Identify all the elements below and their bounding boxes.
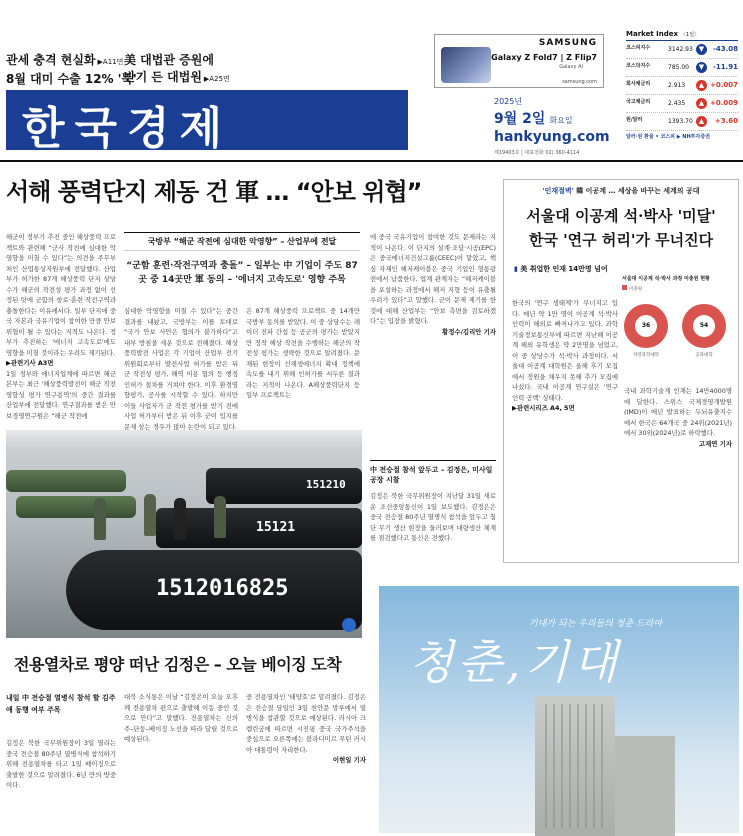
donut-value: 54	[693, 315, 715, 337]
masthead-logo[interactable]	[6, 90, 408, 154]
market-label: 코스닥지수	[626, 63, 651, 69]
missile-body	[6, 470, 126, 492]
second-byline: 이현일 기자	[332, 756, 366, 764]
date-block	[494, 96, 610, 156]
arrow-down-icon: ▼	[696, 44, 707, 55]
arrow-down-icon: ▼	[696, 62, 707, 73]
person	[94, 498, 106, 540]
market-value: 2.913	[668, 82, 686, 89]
teaser-right[interactable]	[124, 52, 230, 88]
series-byline: 고재연 기자	[698, 439, 732, 448]
drama-poster-ad[interactable]	[379, 586, 739, 833]
second-article-col2: 대북 소식통은 이날 “김정은이 오늘 오후께 전용열차 편으로 출발해 이동 중인 것으로 안다”고 말했다. 전용열차는 신의주–단둥–베이징 노선을 따라 달릴 것으로 예상된다.	[124, 693, 238, 743]
poster-title: 청춘,기대	[409, 635, 622, 689]
main-headline[interactable]: 서해 풍력단지 제동 건 軍 … “안보 위협”	[6, 178, 422, 206]
side-building	[615, 736, 675, 836]
teaser-right-page: ▶A25면	[203, 75, 230, 83]
teaser-left[interactable]	[6, 52, 137, 88]
market-row	[626, 95, 738, 113]
second-headline[interactable]: 전용열차로 평양 떠난 김정은 – 오늘 베이징 도착	[14, 655, 342, 674]
market-label: 코스피지수	[626, 45, 651, 51]
market-value: 3142.93	[668, 46, 693, 53]
issue-year: 2025년	[494, 97, 523, 106]
market-label: 국고채금리	[626, 99, 651, 105]
missile-body	[16, 496, 136, 518]
main-article-col4: 에 중국 국유기업이 참여한 것도 문제라는 지적이 나온다. 이 단지의 설계·조달·시공(EPC)은 중국에너지건설그룹(CEEC)이 맡았고, 핵심 자재인 해저케이블은 중국 기업인 형통광전에서 납품한다. 업계 관계자는 “해저케이블을 포설하는 과정에서 해저 지형 등이 유출될 우려가 있다”고 말했다. 군이 문제 제기를 한 것에 대해 산업부는 “안보 측면을 검토하겠다”는 입장을 밝혔다. 황정수/김리안 기자	[370, 233, 496, 336]
site-url[interactable]: hankyung.com	[494, 129, 610, 145]
missile-number: 151210	[306, 478, 346, 491]
arrow-up-icon: ▲	[696, 80, 707, 91]
kim-headline[interactable]: 中 전승절 참석 앞두고 – 김정은, 미사일 공장 시찰	[370, 460, 496, 485]
series-related-link[interactable]: ▶관련시리즈 A4, 5면	[512, 404, 575, 412]
series-headline[interactable]: 서울대 이공계 석·박사 '미달' 한국 '연구 허리'가 무너진다	[526, 207, 716, 249]
donut-label: 자연과학대학	[632, 353, 660, 358]
poster-tagline: 기대가 되는 우리들의 청춘 드라마	[529, 619, 663, 629]
teaser-left-line1: 관세 충격 현실화	[6, 53, 96, 67]
samsung-ad[interactable]	[434, 34, 604, 88]
person	[214, 496, 226, 538]
teaser-right-line2: 반기 든 대법원	[124, 70, 202, 84]
teaser-left-line2: 8월 대미 수출 12% '뚝'	[6, 72, 137, 86]
graphic-legend: 미충원	[622, 285, 734, 292]
teaser-right-line1: 美 대법관 증원에	[124, 53, 214, 67]
market-row	[626, 77, 738, 95]
graphic-title: 서울대 이공계 석·박사 과정 미충원 현황	[622, 276, 710, 282]
tower-building	[535, 696, 615, 836]
ad-model: Galaxy Z Fold7 | Z Flip7	[491, 53, 597, 62]
main-byline: 황정수/김리안 기자	[442, 327, 496, 336]
series-subheadline: ▮ 美 취업한 인재 14만명 넘어	[514, 264, 738, 274]
ad-url: samsung.com	[562, 79, 597, 85]
arrow-up-icon: ▲	[696, 116, 707, 127]
main-subhead-box	[124, 232, 360, 287]
series-kicker: '인재절벽' 韓 이공계 … 세상을 바꾸는 세계의 공대	[542, 187, 700, 195]
market-footer: 달러·원 환율 • 코스피 ▶ NH투자증권	[626, 134, 710, 140]
market-value: 1393.70	[668, 118, 693, 125]
factory-roof	[6, 430, 362, 452]
series-article	[503, 179, 739, 563]
donut-value: 36	[635, 315, 657, 337]
second-article-col3: 중 전용열차인 '태양호'로 알려졌다. 김정은은 전승절 당일인 3일 천안문 망루에서 열병식을 참관할 것으로 예상된다. 러시아 크렘린궁에 따르면 시진핑 중국 국가주석을 중심으로 오른쪽에는 블라디미르 푸틴 러시아 대통령이 자리한다. 이현일 기자	[246, 693, 366, 764]
second-subheadline: 내일 中 전승절 열병식 참석 할 김주애 동행 여부 주목	[6, 694, 116, 714]
missile-number: 15121	[256, 520, 296, 535]
market-change: +3.60	[714, 117, 738, 125]
main-article-col2: 심대한 악영향을 미칠 수 있다”는 중간 결과를 내놨고, 국방부는 이를 토대로 “국가 안보 사안은 협의가 불가하다”고 내부 방침을 세운 것으로 전해졌다. 해상풍력발전 사업은 각 기업이 산업부 전기위원회로부터 발전사업 허가를 받은 뒤 군 작전성 평가, 해역 이용 협의 등 행정 인허가 절차를 거쳐야 한다. 이후 환경영향평가, 공사를 시작할 수 있다. 하지만 이들 사업자가 군 작전 평가를 받기 전에 사업 허가부터 받은 뒤 이후 군이 입지를 문제 삼는 경우가 많아 논란이 되고 있다.	[124, 307, 238, 431]
ad-sub: Galaxy AI	[559, 64, 583, 70]
donut-label: 공과대학	[695, 353, 713, 358]
kim-body: 김정은 북한 국무위원장이 지난달 31일 새로운 조선중앙통신이 1일 보도했다. 김정은은 중국 전승절 80주년 열병식 참석을 앞두고 첨단 무기 생산 현장을 둘러보며 대량생산 체계를 점검했다고 통신은 전했다.	[370, 492, 496, 542]
market-change: +0.009	[709, 99, 738, 107]
masthead-divider	[0, 160, 743, 162]
market-row	[626, 59, 738, 77]
market-label: 원/달러	[626, 117, 643, 123]
market-change: +0.007	[709, 81, 738, 89]
unfilled-graphic	[622, 276, 734, 380]
market-value: 785.00	[668, 64, 689, 71]
market-index-title: Market Index 〈1일〉	[626, 30, 738, 41]
donut-natural-science	[624, 304, 668, 348]
market-row	[626, 41, 738, 59]
market-label: 회사채금리	[626, 81, 651, 87]
teaser-left-page: ▶A11면	[97, 58, 124, 66]
person	[144, 494, 156, 536]
phone-image	[441, 47, 491, 83]
issue-date: 9월 2일 화요일	[494, 111, 573, 127]
issue-misc: 제19403호 | 대표전화 02) 360-4114	[494, 150, 580, 156]
series-col1: 한국의 '연구 생태계'가 무너지고 있다. 매년 약 1만 명이 이공계 석·박사 인력이 해외로 빠져나가고 있다. 과학기술정보통신부에 따르면 지난해 이공계 해외 유학생은 약 2만명을 넘었고, 이 중 상당수가 석·박사 과정이다. 서울대 이공계 대학원은 올해 후기 모집에서 정원을 채우지 못해 추가 모집에 나섰다. 국내 이공계 연구실은 '연구 인력 공백' 상태다. ▶관련시리즈 A4, 5면	[512, 299, 618, 412]
newspaper-title: 한국경제	[22, 103, 233, 154]
person	[174, 498, 186, 540]
main-article-col3: 은 87개 해상풍력 프로젝트 중 14개만 국방부 동의를 받았다. 이 중 상당수는 레이더 전파 간섭 등 공군의 평가는 받았지만 정작 해상 작전을 수행하는 해군의 작전성 평가는 생략한 것으로 알려졌다. 문제된 현장이 신재생에너지 확대 정책에 속도를 내기 위해 인허가를 서두른 결과라는 지적이 나온다. A해상풍력단지 등 일부 프로젝트는	[246, 307, 360, 399]
ad-maker: SAMSUNG	[538, 38, 597, 48]
series-col2: 국내 과학기술계 인재는 14만4000명에 달한다. 스위스 국제경영개발원(IMD)이 매년 발표하는 두뇌유출지수에서 한국은 64개국 중 24위(2021년)에서 30위(2024년)로 하락했다. 고재연 기자	[624, 387, 732, 448]
donut-engineering	[682, 304, 726, 348]
main-tag: 국방부 “해군 작전에 심대한 악영향” – 산업부에 전달	[124, 232, 360, 251]
missile-factory-photo	[6, 430, 362, 638]
market-index	[626, 30, 738, 156]
market-change: -43.08	[712, 45, 738, 53]
market-row	[626, 113, 738, 131]
second-article-col1: 김정은 북한 국무위원장이 3일 열리는 중국 전승절 80주년 열병식에 참석하기 위해 전용열차를 타고 1일 베이징으로 출발한 것으로 알려졌다. 6년 만의 방중이다.	[6, 739, 116, 789]
main-subheadline: “군함 훈련·작전구역과 충돌” – 일부는 中 기업이 주도 87곳 중 14곳만 軍 동의 – '에너지 고속도로' 영향 주목	[126, 261, 358, 285]
kcna-logo-icon	[342, 618, 356, 632]
market-value: 2.435	[668, 100, 686, 107]
main-article-col1: 해군이 정부가 추진 중인 해상풍력 프로젝트와 관련해 “군사 작전에 심대한 악영향을 미칠 수 있다”는 의견을 주무부처인 산업통상자원부에 전달했다. 산업부가 허가한 87개 해상풍력 단지 상당수가 해군의 작전성 평가 과정 없이 선정된 탓에 군함의 항로·훈련·작전구역과 충돌한다는 이유에서다. 일부 단지에 중국 자본과 국유기업이 참여한 만큼 안보 위협이 될 수 있다는 지적도 나온다. 정부가 추진하는 '에너지 고속도로'에도 영향을 미칠 것이라는 우려도 제기된다. ▶관련기사 A3면 1일 정부와 에너지업계에 따르면 해군본부는 최근 '해상풍력발전이 해군 작전 영향성 평가 연구용역'의 중간 결과를 산업부에 전달했다. 연구결과를 받은 안보경영연구원은 “해군 작전에	[6, 233, 116, 420]
market-change: -11.91	[712, 63, 738, 71]
missile-number: 1512016825	[156, 576, 289, 601]
arrow-up-icon: ▲	[696, 98, 707, 109]
main-related-link[interactable]: ▶관련기사 A3면	[6, 359, 54, 367]
